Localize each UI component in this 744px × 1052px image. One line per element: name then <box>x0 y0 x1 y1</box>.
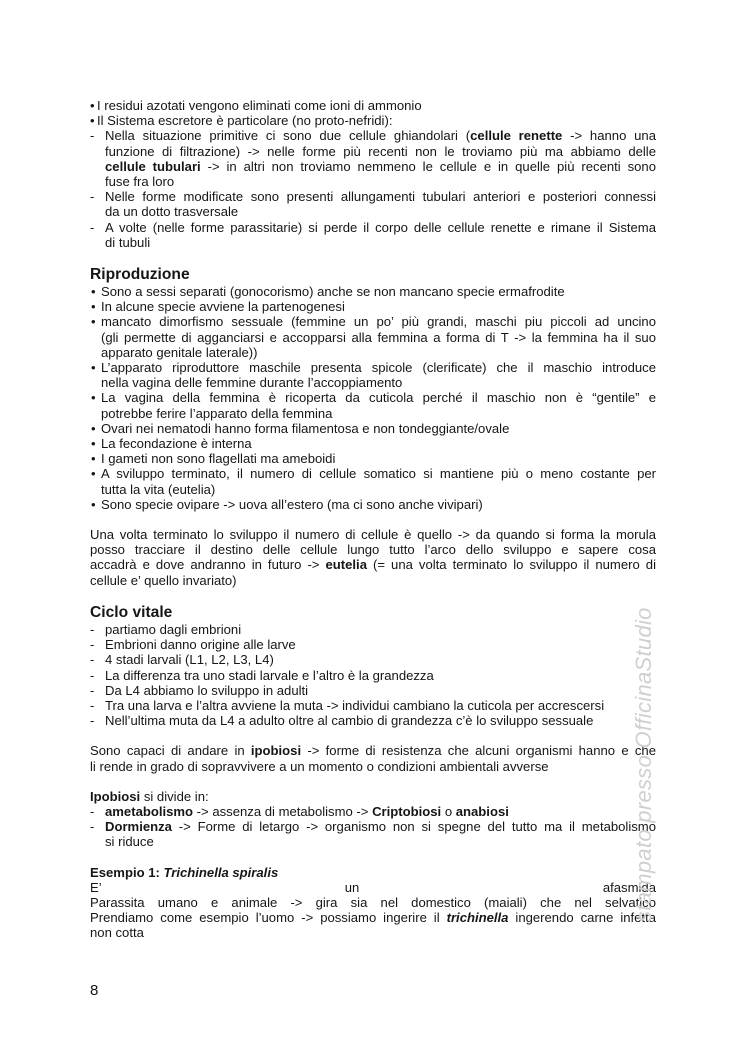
text-line: Sono a sessi separati (gonocorismo) anche se non mancano specie ermafrodite <box>101 284 565 300</box>
text-run: Sono capaci di andare in <box>90 743 251 759</box>
esempio-body <box>90 880 656 941</box>
text-run: li rende in grado di sopravvivere a un momento o condizioni ambientali avverse <box>90 758 549 774</box>
list-item <box>90 466 656 496</box>
list-item-text: 4 stadi larvali (L1, L2, L3, L4) <box>105 652 274 668</box>
ipobiosi-section <box>90 789 656 850</box>
text-line <box>90 910 656 925</box>
excretion-dash-list <box>90 128 656 250</box>
list-item-text: I residui azotati vengono eliminati come ioni di ammonio <box>97 98 422 113</box>
dash-marker: - <box>90 819 95 835</box>
text-line <box>90 527 656 542</box>
text-run: -> hanno una <box>562 128 656 144</box>
eutelia-paragraph <box>90 527 656 588</box>
text-line: La vagina della femmina è ricoperta da cuticola perché il maschio non è “gentile” e <box>101 390 656 406</box>
text-run: da un dotto trasversale <box>105 204 239 220</box>
list-item-text: La differenza tra uno stadi larvale e l’altro è la grandezza <box>105 667 434 683</box>
list-item-text: partiamo dagli embrioni <box>105 621 242 637</box>
text-line: nella vagina delle femmine durante l’accoppiamento <box>101 375 403 391</box>
text-line <box>90 743 656 758</box>
bold-text: cellule tubulari <box>105 158 201 174</box>
text-line <box>90 789 656 804</box>
text-run: funzione di filtrazione) -> nelle forme più recenti non le troviamo più ma abbiamo delle <box>105 143 656 159</box>
text-line <box>105 189 656 204</box>
emphasis-text: Trichinella spiralis <box>163 864 279 880</box>
text-line <box>90 557 656 572</box>
text-line: A sviluppo terminato, il numero di cellule somatico si mantiene più o meno costante per <box>101 466 656 482</box>
bullet-marker: • <box>91 284 96 300</box>
dash-marker: - <box>90 128 95 144</box>
text-line <box>90 865 656 880</box>
ciclo-list <box>90 622 656 728</box>
text-line <box>105 834 656 849</box>
excretion-section <box>90 98 656 250</box>
text-run: E’ un afasmida <box>90 879 656 895</box>
bullet-marker: • <box>91 420 96 436</box>
dash-marker: - <box>90 682 95 698</box>
text-run: di tubuli <box>105 234 151 250</box>
bold-text: Dormienza <box>105 819 172 835</box>
text-line: (gli permette di agganciarsi e accopparsi alla femmina a forma di T -> la femmina ha il suo <box>101 329 656 345</box>
text-line <box>105 220 656 235</box>
text-line <box>105 128 656 143</box>
dash-list-item <box>90 637 656 652</box>
text-run: accadrà e dove andranno in futuro -> <box>90 557 326 573</box>
text-line: I gameti non sono flagellati ma ameboidi <box>101 451 336 467</box>
text-line: potrebbe ferire l’apparato della femmina <box>101 405 333 421</box>
dash-list-item <box>90 652 656 667</box>
dash-list-item <box>90 189 656 219</box>
dash-marker: - <box>90 637 95 653</box>
list-item <box>90 451 656 466</box>
text-line: La fecondazione è interna <box>101 436 252 452</box>
text-run: Nella situazione primitive ci sono due cellule ghiandolari ( <box>105 128 471 144</box>
bold-text: anabiosi <box>455 803 509 819</box>
list-item <box>90 436 656 451</box>
bullet-marker: • <box>91 360 96 376</box>
text-line <box>90 573 656 588</box>
text-run: fuse fra loro <box>105 174 175 190</box>
dash-list-item <box>90 668 656 683</box>
text-line <box>90 895 656 910</box>
bullet-marker: • <box>91 299 96 315</box>
riproduzione-list <box>90 284 656 512</box>
emphasis-text: trichinella <box>446 910 509 926</box>
riproduzione-section <box>90 265 656 588</box>
dash-marker: - <box>90 697 95 713</box>
bold-text: eutelia <box>325 557 367 573</box>
bullet-marker: • <box>91 451 96 467</box>
text-run: -> Forme di letargo -> organismo non si spegne del tutto ma il metabolismo <box>171 819 656 835</box>
text-line <box>90 925 656 940</box>
esempio-heading <box>90 865 656 880</box>
text-run: ingerendo carne infetta <box>508 910 656 926</box>
list-item-text: Embrioni danno origine alle larve <box>105 637 296 653</box>
text-run: posso tracciare il destino delle cellule lungo tutto l’arco dello sviluppo e sapere cosa <box>90 542 656 558</box>
text-line <box>105 144 656 159</box>
bold-text <box>447 910 509 925</box>
text-line <box>105 174 656 189</box>
bullet-marker: • <box>91 390 96 406</box>
bold-text: Esempio 1: <box>90 864 164 880</box>
esempio-section <box>90 865 656 941</box>
list-item <box>90 98 656 113</box>
ipobiosi-list <box>90 804 656 850</box>
text-line <box>105 804 656 819</box>
list-item <box>90 360 656 390</box>
text-line: In alcune specie avviene la partenogenesi <box>101 299 345 315</box>
list-item <box>90 497 656 512</box>
text-run: non cotta <box>90 925 144 941</box>
dash-list-item <box>90 128 656 189</box>
text-line <box>105 819 656 834</box>
ipobiosi-intro <box>90 789 656 804</box>
text-line: mancato dimorfismo sessuale (femmine un po’ più grandi, maschi piu piccoli ad uncino <box>101 314 656 330</box>
list-item <box>90 390 656 420</box>
list-item <box>90 299 656 314</box>
text-line: tutta la vita (eutelia) <box>101 481 216 497</box>
text-run: Nelle forme modificate sono presenti allungamenti tubulari anteriori e posteriori connessi <box>105 189 656 205</box>
dash-list-item <box>90 819 656 849</box>
text-run: o <box>441 803 456 819</box>
dash-marker: - <box>90 219 95 235</box>
text-run: si riduce <box>105 834 154 850</box>
text-run: Una volta terminato lo sviluppo il numero di cellule è quello -> da quando si forma la morula <box>90 527 656 543</box>
list-item-text: Tra una larva e l’altra avviene la muta -> individui cambiano la cuticola per accrescersi <box>105 697 605 713</box>
list-item <box>90 314 656 360</box>
bullet-marker: • <box>91 466 96 482</box>
text-line: apparato genitale laterale)) <box>101 344 258 360</box>
list-item <box>90 113 656 128</box>
list-item <box>90 284 656 299</box>
text-line: Ovari nei nematodi hanno forma filamentosa e non tondeggiante/ovale <box>101 420 510 436</box>
bold-text: ametabolismo <box>105 803 194 819</box>
bold-text: cellule renette <box>470 128 563 144</box>
dash-marker: - <box>90 667 95 683</box>
dash-marker: - <box>90 713 95 729</box>
bullet-marker: • <box>90 113 95 129</box>
text-run: -> in altri non troviamo nemmeno le cellule e in quelle più recenti sono <box>200 158 656 174</box>
text-line <box>105 204 656 219</box>
dash-list-item <box>90 220 656 250</box>
dash-list-item <box>90 713 656 728</box>
dash-marker: - <box>90 803 95 819</box>
text-line <box>105 235 656 250</box>
bold-text: ipobiosi <box>250 743 302 759</box>
dash-marker: - <box>90 621 95 637</box>
dash-list-item <box>90 698 656 713</box>
text-run: -> assenza di metabolismo -> <box>193 803 373 819</box>
dash-list-item <box>90 683 656 698</box>
dash-list-item <box>90 804 656 819</box>
text-run: Parassita umano e animale -> gira sia nel domestico (maiali) che nel selvatico <box>90 894 656 910</box>
text-run: -> forme di resistenza che alcuni organismi hanno e che <box>301 743 656 759</box>
text-line <box>90 759 656 774</box>
ipobiosi-paragraph <box>90 743 656 773</box>
text-run: A volte (nelle forme parassitarie) si perde il corpo delle cellule renette e rimane il Sistema <box>105 219 656 235</box>
text-run: cellule e’ quello invariato) <box>90 572 237 588</box>
dash-list-item <box>90 622 656 637</box>
text-run: si divide in: <box>140 788 209 804</box>
dash-marker: - <box>90 652 95 668</box>
ciclo-section <box>90 603 656 774</box>
list-item-text: Il Sistema escretore è particolare (no proto-nefridi): <box>97 113 393 129</box>
page-number: 8 <box>90 982 99 999</box>
text-line <box>90 880 656 895</box>
text-run: (= una volta terminato lo sviluppo il numero di <box>366 557 656 573</box>
bullet-marker: • <box>91 496 96 512</box>
list-item <box>90 421 656 436</box>
bullet-marker: • <box>91 314 96 330</box>
text-line: Sono specie ovipare -> uova all’estero (ma ci sono anche vivipari) <box>101 496 483 512</box>
list-item-text: Nell’ultima muta da L4 a adulto oltre al cambio di grandezza c’è lo sviluppo sessuale <box>105 713 594 729</box>
watermark: stampato presso OfficinaStudio <box>631 607 656 922</box>
document-page <box>90 98 656 941</box>
list-item-text: Da L4 abbiamo lo sviluppo in adulti <box>105 682 309 698</box>
text-line: L’apparato riproduttore maschile presenta spicole (clerificate) che il maschio introduce <box>101 360 656 376</box>
section-title: Ciclo vitale <box>90 603 173 621</box>
bullet-marker: • <box>91 436 96 452</box>
bullet-marker: • <box>90 98 95 113</box>
section-title: Riproduzione <box>90 266 190 284</box>
bold-text: Ipobiosi <box>90 788 141 804</box>
text-line <box>105 159 656 174</box>
bold-text <box>164 865 279 880</box>
text-run: Prendiamo come esempio l’uomo -> possiamo ingerire il <box>90 910 447 926</box>
dash-marker: - <box>90 189 95 205</box>
text-line <box>90 542 656 557</box>
bold-text: Criptobiosi <box>372 803 442 819</box>
